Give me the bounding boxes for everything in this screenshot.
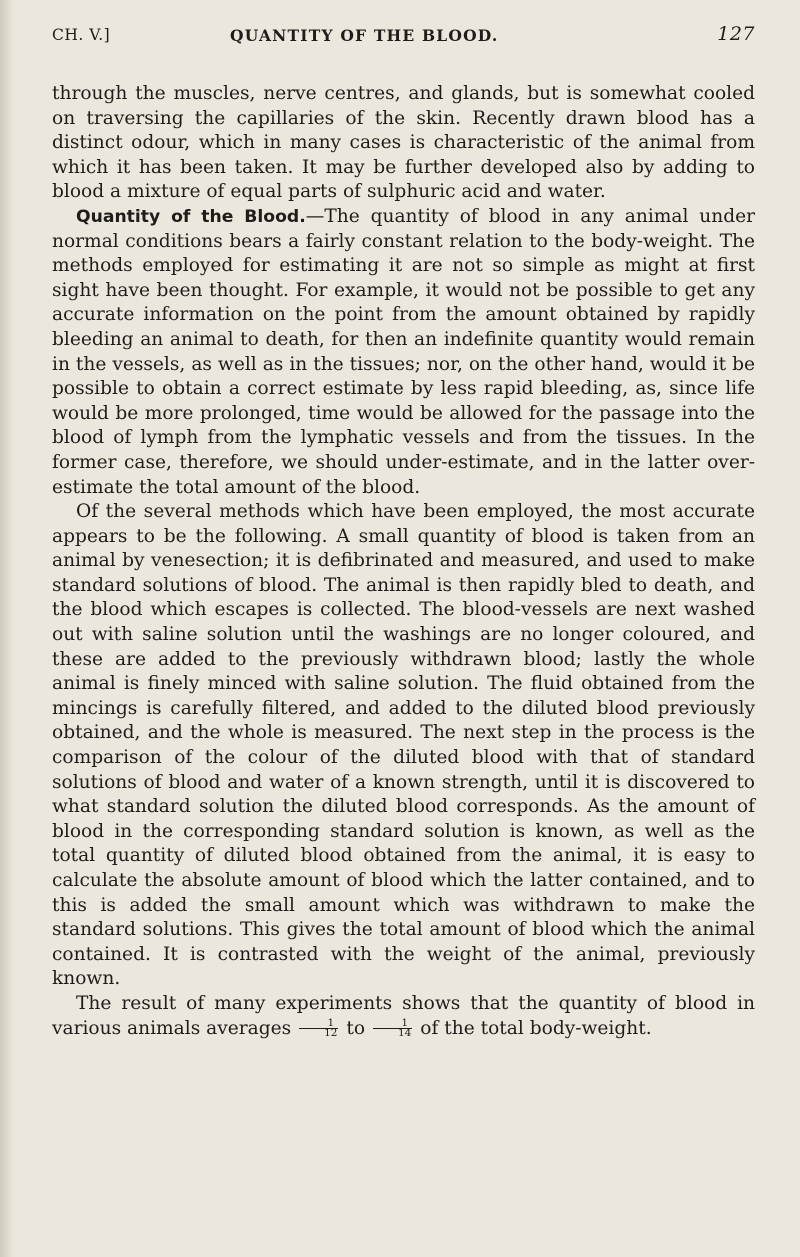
paragraph-text: Of the several methods which have been employed, the most accurate appears to be the following. A small quantity of blood is taken from an animal by venesection; it is defibrinated and measured, and used to make standard solutions of blood. The animal is then rapidly bled to death, and the blood which escapes is collected. The blood-vessels are next washed out with saline solution until the washings are no longer coloured, and these are added to the previously withdrawn blood; lastly the whole animal is finely minced with saline solution. The fluid obtained from the mincings is carefully filtered, and added to the diluted blood previously obtained, and the whole is measured. The next step in the process is the comparison of the colour of the diluted blood with that of standard solutions of blood and water of a known strength, until it is discovered to what standard solution the diluted blood corresponds. As the amount of blood in the corresponding standard solution is known, as well as the total quantity of diluted blood obtained from the animal, it is easy to calculate the absolute amount of blood which the latter contained, and to this is added the small amount which was withdrawn to make the standard solutions. This gives the total amount of blood which the animal contained. It is contrasted with the weight of the animal, previously known. [52,501,755,990]
page-number: 127 [717,23,755,45]
running-head [52,23,755,50]
word-to: to [346,1017,366,1039]
chapter-marker: CH. V.] [52,26,111,44]
paragraph-text-end: of the total body-weight. [420,1017,652,1039]
fraction-one-fourteenth [373,1019,412,1038]
paragraph-text: through the muscles, nerve centres, and glands, but is somewhat cooled on traversing the capillaries of the skin. Recently drawn blood has a distinct odour, which in many cases is characteristic of the animal from which it has been taken. It may be further developed also by adding to blood a mixture of equal parts of sulphuric acid and water. [52,83,755,203]
section-heading: Quantity of the Blood. [76,206,306,227]
fraction-numerator: 1 [299,1019,338,1029]
fraction-denominator: 14 [398,1027,412,1040]
paragraph-result [52,992,755,1041]
paragraph-methods [52,500,755,992]
paragraph-continued [52,82,755,205]
paragraph-text: —The quantity of blood in any animal under normal conditions bears a fairly constant relation to the body-weight. The methods employed for estimating it are not so simple as might at first sight have been thought. For example, it would not be possible to get any accurate information on the point from the amount obtained by rapidly bleeding an animal to death, for then an indefinite quantity would remain in the vessels, as well as in the tissues; nor, on the other hand, would it be possible to obtain a correct estimate by less rapid bleeding, as, since life would be more prolonged, time would be allowed for the passage into the blood of lymph from the lymphatic vessels and from the tissues. In the former case, therefore, we should under-estimate, and in the latter over-estimate the total amount of the blood. [52,205,755,498]
paragraph-quantity-of-blood [52,205,755,500]
paragraph-text: The result of many experiments shows that the quantity of blood in various animals averages [52,992,755,1039]
fraction-denominator: 12 [324,1027,338,1040]
fraction-one-twelfth [299,1019,338,1038]
fraction-numerator: 1 [373,1019,412,1029]
body-text [52,82,755,1041]
running-title: QUANTITY OF THE BLOOD. [230,26,499,45]
